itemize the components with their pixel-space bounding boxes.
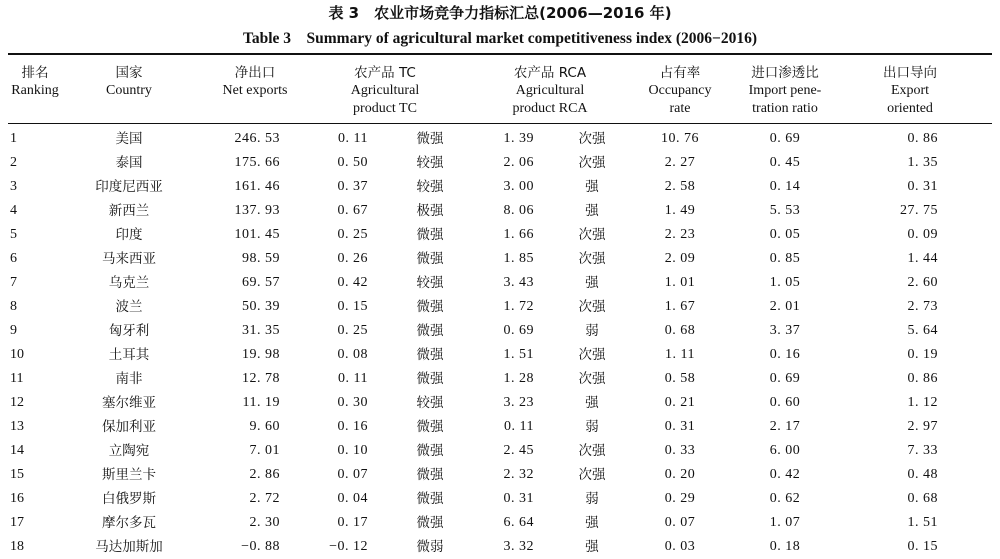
table-row xyxy=(0,199,1000,223)
cell-export-oriented: 0. 09 xyxy=(907,227,938,242)
header-rule xyxy=(8,123,992,124)
cell-ranking: 13 xyxy=(10,419,24,434)
cell-rca-level: 强 xyxy=(585,395,599,411)
cell-rca-value: 0. 11 xyxy=(504,419,534,434)
cell-ranking: 10 xyxy=(10,347,24,362)
cell-rca-level: 次强 xyxy=(578,299,606,315)
cell-tc-value: 0. 08 xyxy=(337,347,368,362)
cell-country: 匈牙利 xyxy=(108,323,150,339)
header-occupancy xyxy=(635,64,725,118)
cell-import-penetration: 0. 18 xyxy=(769,539,801,554)
header-occupancy-cn: 占有率 xyxy=(659,65,701,81)
cell-tc-value: 0. 11 xyxy=(338,371,368,386)
cell-ranking: 2 xyxy=(10,155,17,170)
cell-export-oriented: 0. 19 xyxy=(907,347,938,362)
cell-tc-value: 0. 67 xyxy=(337,203,368,218)
cell-ranking: 16 xyxy=(10,491,24,506)
header-ranking-en: Ranking xyxy=(11,83,59,98)
cell-rca-level: 强 xyxy=(585,275,599,291)
cell-ranking: 14 xyxy=(10,443,24,458)
cell-rca-level: 弱 xyxy=(585,491,599,507)
header-occupancy-en1: Occupancy xyxy=(648,83,712,98)
header-ranking-cn: 排名 xyxy=(21,65,49,81)
cell-net-exports: 161. 46 xyxy=(234,179,280,194)
cell-export-oriented: 27. 75 xyxy=(900,203,938,218)
cell-export-oriented: 5. 64 xyxy=(907,323,938,338)
cell-net-exports: 2. 86 xyxy=(249,467,280,482)
cell-import-penetration: 0. 42 xyxy=(769,467,801,482)
cell-occupancy: 0. 03 xyxy=(664,539,696,554)
cell-tc-level: 较强 xyxy=(416,275,444,291)
cell-tc-level: 微强 xyxy=(416,131,444,147)
cell-occupancy: 0. 31 xyxy=(664,419,696,434)
cell-ranking: 9 xyxy=(10,323,17,338)
cell-occupancy: 1. 49 xyxy=(664,203,696,218)
cell-net-exports: 175. 66 xyxy=(234,155,280,170)
cell-rca-value: 3. 32 xyxy=(503,539,534,554)
cell-export-oriented: 1. 35 xyxy=(907,155,938,170)
cell-occupancy: 0. 20 xyxy=(664,467,696,482)
cell-rca-value: 1. 85 xyxy=(503,251,534,266)
cell-tc-value: 0. 25 xyxy=(337,323,368,338)
cell-net-exports: 246. 53 xyxy=(234,131,280,146)
header-export-cn: 出口导向 xyxy=(883,65,937,81)
top-rule xyxy=(8,53,992,55)
cell-ranking: 18 xyxy=(10,539,24,554)
cell-country: 保加利亚 xyxy=(102,419,156,435)
header-import-penetration xyxy=(735,64,835,118)
cell-country: 立陶宛 xyxy=(108,443,150,459)
cell-tc-level: 微弱 xyxy=(416,539,444,555)
cell-import-penetration: 6. 00 xyxy=(769,443,801,458)
cell-occupancy: 0. 07 xyxy=(664,515,696,530)
cell-rca-value: 1. 72 xyxy=(503,299,534,314)
cell-tc-level: 微强 xyxy=(416,347,444,363)
cell-rca-level: 次强 xyxy=(578,347,606,363)
table-row xyxy=(0,175,1000,199)
header-export-en1: Export xyxy=(890,83,930,98)
cell-tc-value: 0. 17 xyxy=(337,515,368,530)
header-rca-en1: Agricultural xyxy=(515,83,585,98)
cell-country: 马达加斯加 xyxy=(95,539,163,555)
cell-tc-level: 较强 xyxy=(416,155,444,171)
table-title-en: Table 3 Summary of agricultural market competitiveness index (2006−2016) xyxy=(242,30,758,47)
cell-import-penetration: 0. 16 xyxy=(769,347,801,362)
cell-tc-level: 较强 xyxy=(416,395,444,411)
cell-import-penetration: 0. 69 xyxy=(769,371,801,386)
cell-rca-value: 3. 23 xyxy=(503,395,534,410)
cell-occupancy: 1. 67 xyxy=(664,299,696,314)
cell-rca-value: 1. 51 xyxy=(503,347,534,362)
cell-country: 白俄罗斯 xyxy=(102,491,156,507)
cell-tc-value: 0. 26 xyxy=(337,251,368,266)
cell-export-oriented: 0. 86 xyxy=(907,371,938,386)
header-import-cn: 进口渗透比 xyxy=(751,65,819,81)
cell-tc-level: 微强 xyxy=(416,371,444,387)
header-net-exports-en: Net exports xyxy=(222,83,288,98)
cell-import-penetration: 0. 45 xyxy=(769,155,801,170)
cell-net-exports: 12. 78 xyxy=(242,371,280,386)
cell-rca-level: 次强 xyxy=(578,467,606,483)
table-row xyxy=(0,271,1000,295)
header-rca-cn: 农产品 RCA xyxy=(513,65,587,81)
cell-occupancy: 0. 21 xyxy=(664,395,696,410)
cell-net-exports: 9. 60 xyxy=(249,419,280,434)
cell-rca-level: 弱 xyxy=(585,419,599,435)
cell-rca-value: 2. 45 xyxy=(503,443,534,458)
cell-tc-value: 0. 04 xyxy=(337,491,368,506)
header-export-oriented xyxy=(860,64,960,118)
cell-ranking: 4 xyxy=(10,203,17,218)
cell-net-exports: 19. 98 xyxy=(242,347,280,362)
cell-country: 乌克兰 xyxy=(108,275,150,291)
cell-ranking: 1 xyxy=(10,131,17,146)
cell-export-oriented: 1. 44 xyxy=(907,251,938,266)
cell-tc-value: −0. 12 xyxy=(329,539,368,554)
cell-tc-level: 微强 xyxy=(416,491,444,507)
cell-net-exports: 50. 39 xyxy=(242,299,280,314)
header-country-en: Country xyxy=(106,83,152,98)
cell-net-exports: 7. 01 xyxy=(249,443,280,458)
table-row xyxy=(0,535,1000,559)
cell-rca-level: 次强 xyxy=(578,251,606,267)
cell-net-exports: 2. 72 xyxy=(249,491,280,506)
cell-import-penetration: 5. 53 xyxy=(769,203,801,218)
header-import-en1: Import pene- xyxy=(748,83,822,98)
cell-tc-level: 微强 xyxy=(416,299,444,315)
cell-tc-value: 0. 37 xyxy=(337,179,368,194)
cell-export-oriented: 2. 60 xyxy=(907,275,938,290)
cell-rca-level: 次强 xyxy=(578,131,606,147)
cell-occupancy: 10. 76 xyxy=(661,131,699,146)
cell-tc-value: 0. 50 xyxy=(337,155,368,170)
cell-country: 美国 xyxy=(115,131,143,147)
cell-tc-level: 极强 xyxy=(416,203,444,219)
cell-import-penetration: 0. 69 xyxy=(769,131,801,146)
cell-ranking: 12 xyxy=(10,395,24,410)
cell-occupancy: 2. 58 xyxy=(664,179,696,194)
cell-occupancy: 0. 58 xyxy=(664,371,696,386)
cell-import-penetration: 2. 17 xyxy=(769,419,801,434)
cell-net-exports: 11. 19 xyxy=(242,395,280,410)
cell-tc-level: 微强 xyxy=(416,251,444,267)
cell-tc-level: 微强 xyxy=(416,443,444,459)
cell-export-oriented: 0. 31 xyxy=(907,179,938,194)
table-row xyxy=(0,391,1000,415)
cell-import-penetration: 3. 37 xyxy=(769,323,801,338)
cell-ranking: 5 xyxy=(10,227,17,242)
cell-rca-value: 3. 43 xyxy=(503,275,534,290)
cell-country: 摩尔多瓦 xyxy=(102,515,156,531)
cell-rca-value: 0. 31 xyxy=(503,491,534,506)
cell-rca-value: 2. 32 xyxy=(503,467,534,482)
cell-ranking: 8 xyxy=(10,299,17,314)
cell-country: 马来西亚 xyxy=(102,251,156,267)
cell-net-exports: 2. 30 xyxy=(249,515,280,530)
table-row xyxy=(0,367,1000,391)
header-country xyxy=(84,64,174,100)
header-net-exports-cn: 净出口 xyxy=(234,65,276,81)
cell-rca-value: 1. 28 xyxy=(503,371,534,386)
table-row xyxy=(0,247,1000,271)
cell-tc-value: 0. 15 xyxy=(337,299,368,314)
cell-tc-value: 0. 16 xyxy=(337,419,368,434)
cell-export-oriented: 0. 86 xyxy=(907,131,938,146)
cell-import-penetration: 0. 05 xyxy=(769,227,801,242)
cell-occupancy: 2. 09 xyxy=(664,251,696,266)
table-row xyxy=(0,439,1000,463)
cell-net-exports: 101. 45 xyxy=(234,227,280,242)
cell-export-oriented: 0. 68 xyxy=(907,491,938,506)
cell-export-oriented: 1. 51 xyxy=(907,515,938,530)
cell-net-exports: 69. 57 xyxy=(242,275,280,290)
cell-rca-level: 次强 xyxy=(578,371,606,387)
cell-tc-value: 0. 07 xyxy=(337,467,368,482)
cell-ranking: 6 xyxy=(10,251,17,266)
cell-rca-level: 弱 xyxy=(585,323,599,339)
cell-tc-level: 微强 xyxy=(416,323,444,339)
cell-rca-value: 2. 06 xyxy=(503,155,534,170)
cell-tc-level: 微强 xyxy=(416,467,444,483)
cell-tc-level: 较强 xyxy=(416,179,444,195)
table-row xyxy=(0,415,1000,439)
header-ranking xyxy=(4,64,66,100)
cell-export-oriented: 2. 73 xyxy=(907,299,938,314)
cell-country: 斯里兰卡 xyxy=(102,467,156,483)
cell-import-penetration: 0. 62 xyxy=(769,491,801,506)
cell-rca-level: 强 xyxy=(585,539,599,555)
cell-import-penetration: 0. 14 xyxy=(769,179,801,194)
cell-country: 印度尼西亚 xyxy=(95,179,163,195)
cell-tc-value: 0. 25 xyxy=(337,227,368,242)
table-title-cn: 表 3 农业市场竞争力指标汇总(2006—2016 年) xyxy=(328,4,672,22)
cell-export-oriented: 1. 12 xyxy=(907,395,938,410)
cell-rca-level: 强 xyxy=(585,179,599,195)
cell-import-penetration: 0. 60 xyxy=(769,395,801,410)
cell-rca-value: 3. 00 xyxy=(503,179,534,194)
header-rca-en2: product RCA xyxy=(512,101,588,116)
cell-ranking: 17 xyxy=(10,515,24,530)
header-export-en2: oriented xyxy=(887,101,933,116)
cell-occupancy: 1. 11 xyxy=(665,347,695,362)
cell-ranking: 11 xyxy=(10,371,24,386)
header-tc-cn: 农产品 TC xyxy=(354,65,416,81)
cell-tc-value: 0. 11 xyxy=(338,131,368,146)
header-tc-en1: Agricultural xyxy=(350,83,420,98)
cell-rca-value: 1. 39 xyxy=(503,131,534,146)
header-country-cn: 国家 xyxy=(115,65,143,81)
table-row xyxy=(0,343,1000,367)
table-body xyxy=(0,127,1000,559)
cell-export-oriented: 0. 15 xyxy=(907,539,938,554)
cell-net-exports: 98. 59 xyxy=(242,251,280,266)
cell-occupancy: 0. 33 xyxy=(664,443,696,458)
header-import-en2: tration ratio xyxy=(752,101,818,116)
header-tc xyxy=(320,64,450,118)
cell-occupancy: 1. 01 xyxy=(664,275,696,290)
table-row xyxy=(0,511,1000,535)
table-row xyxy=(0,463,1000,487)
table-row xyxy=(0,487,1000,511)
cell-country: 印度 xyxy=(115,227,143,243)
cell-country: 南非 xyxy=(115,371,143,387)
header-tc-en2: product TC xyxy=(353,101,417,116)
cell-occupancy: 2. 27 xyxy=(664,155,696,170)
cell-rca-value: 0. 69 xyxy=(503,323,534,338)
cell-ranking: 15 xyxy=(10,467,24,482)
cell-tc-value: 0. 10 xyxy=(337,443,368,458)
cell-import-penetration: 1. 07 xyxy=(769,515,801,530)
cell-country: 新西兰 xyxy=(108,203,150,219)
table-row xyxy=(0,127,1000,151)
cell-country: 泰国 xyxy=(115,155,143,171)
cell-ranking: 3 xyxy=(10,179,17,194)
cell-net-exports: −0. 88 xyxy=(241,539,280,554)
table-row xyxy=(0,295,1000,319)
table-row xyxy=(0,151,1000,175)
cell-export-oriented: 2. 97 xyxy=(907,419,938,434)
cell-rca-level: 次强 xyxy=(578,227,606,243)
cell-ranking: 7 xyxy=(10,275,17,290)
cell-net-exports: 31. 35 xyxy=(242,323,280,338)
cell-rca-value: 1. 66 xyxy=(503,227,534,242)
cell-occupancy: 0. 68 xyxy=(664,323,696,338)
cell-occupancy: 2. 23 xyxy=(664,227,696,242)
cell-tc-value: 0. 42 xyxy=(337,275,368,290)
cell-tc-level: 微强 xyxy=(416,515,444,531)
cell-rca-level: 强 xyxy=(585,203,599,219)
cell-import-penetration: 1. 05 xyxy=(769,275,801,290)
table-row xyxy=(0,319,1000,343)
cell-occupancy: 0. 29 xyxy=(664,491,696,506)
header-rca xyxy=(480,64,620,118)
cell-country: 土耳其 xyxy=(108,347,150,363)
cell-export-oriented: 0. 48 xyxy=(907,467,938,482)
header-net-exports xyxy=(210,64,300,100)
header-occupancy-en2: rate xyxy=(669,101,691,116)
cell-export-oriented: 7. 33 xyxy=(907,443,938,458)
cell-net-exports: 137. 93 xyxy=(234,203,280,218)
cell-import-penetration: 0. 85 xyxy=(769,251,801,266)
cell-country: 塞尔维亚 xyxy=(102,395,156,411)
cell-tc-value: 0. 30 xyxy=(337,395,368,410)
cell-rca-value: 6. 64 xyxy=(503,515,534,530)
table-row xyxy=(0,223,1000,247)
cell-tc-level: 微强 xyxy=(416,227,444,243)
cell-tc-level: 微强 xyxy=(416,419,444,435)
cell-import-penetration: 2. 01 xyxy=(769,299,801,314)
cell-rca-level: 强 xyxy=(585,515,599,531)
cell-rca-value: 8. 06 xyxy=(503,203,534,218)
cell-rca-level: 次强 xyxy=(578,443,606,459)
cell-rca-level: 次强 xyxy=(578,155,606,171)
cell-country: 波兰 xyxy=(115,299,143,315)
